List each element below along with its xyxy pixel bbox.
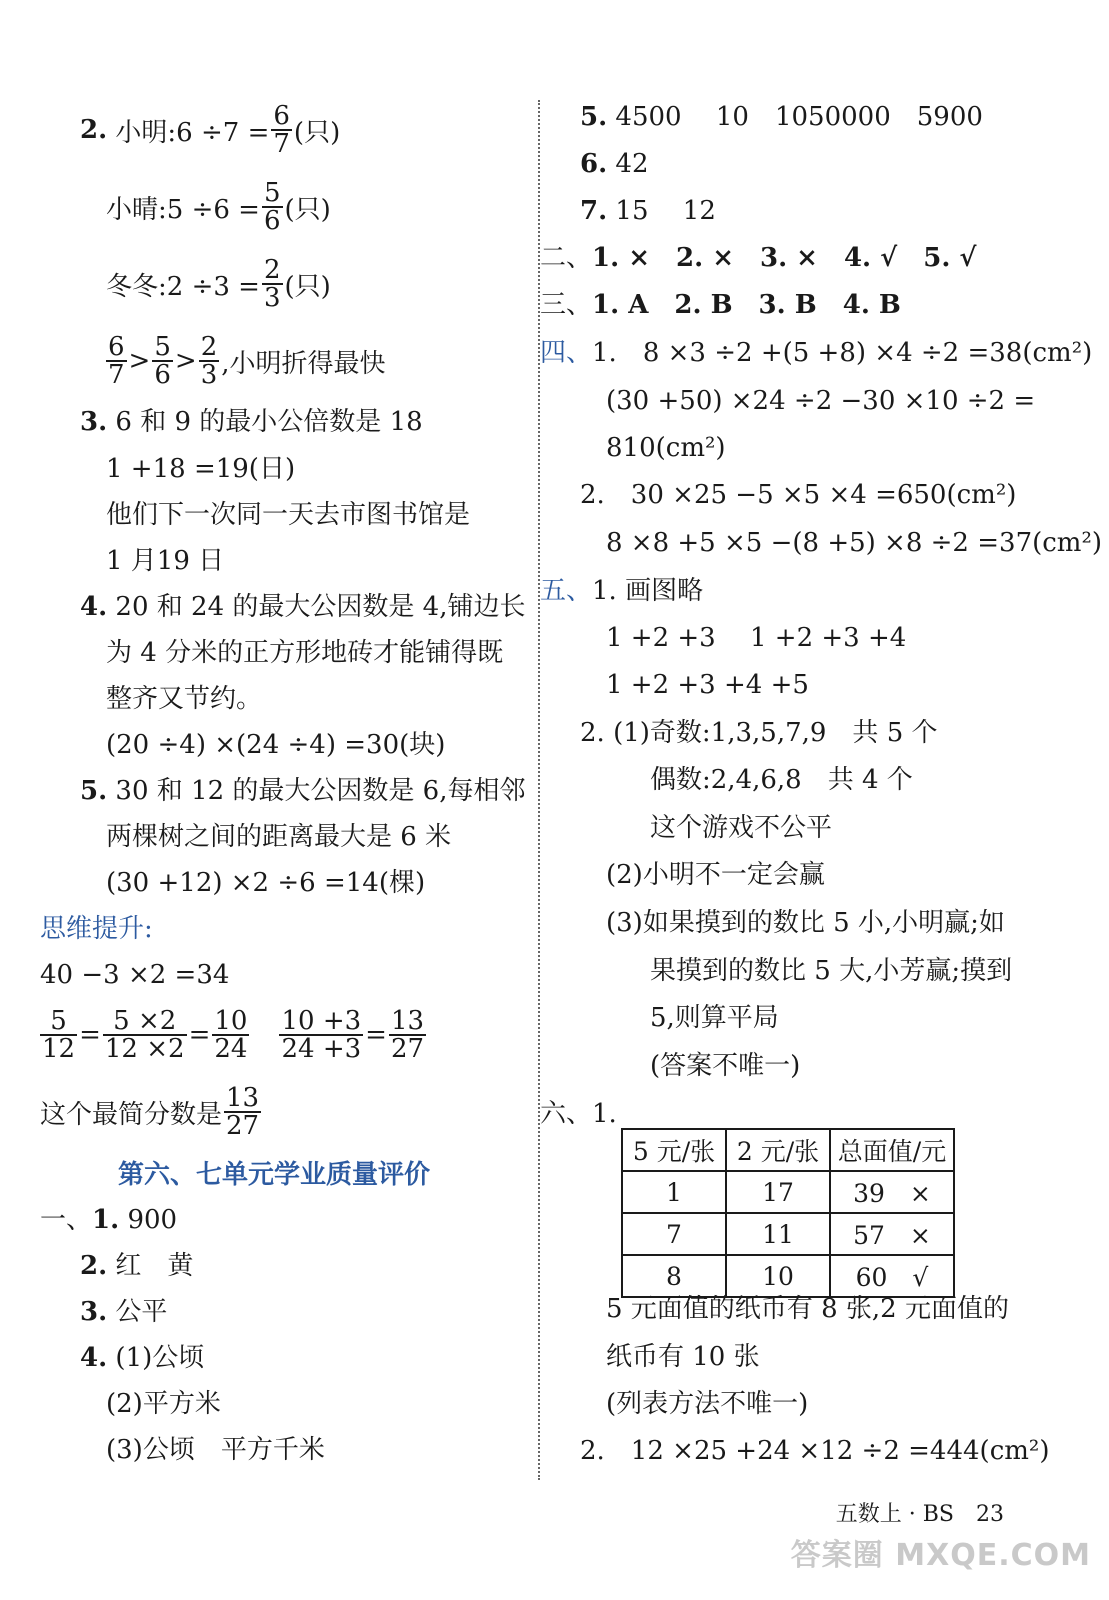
section-title: 第六、七单元学业质量评价	[118, 1160, 431, 1190]
fraction: $\frac{13}{27}$	[226, 1083, 260, 1141]
thinking-title: 思维提升:	[40, 914, 153, 944]
part4-line-5: 8 ×8 +5 ×5 −(8 +5) ×8 ÷2 =37(cm²)	[606, 528, 1103, 558]
part5-line-7: (2)小明不一定会赢	[606, 860, 825, 890]
part5-line-6: 这个游戏不公平	[650, 813, 833, 843]
part4-line-3: 810(cm²)	[606, 433, 726, 463]
part2: 二、1. × 2. × 3. × 4. √ 5. √	[540, 243, 977, 273]
part6-line-3: (列表方法不唯一)	[606, 1389, 809, 1419]
table-cell: 39 ×	[830, 1171, 954, 1213]
watermark-logo: 答案圈 MXQE.COM	[790, 1538, 1091, 1573]
table-cell: 8	[622, 1255, 726, 1297]
right-item-5: 5. 4500 10 1050000 5900	[580, 102, 983, 132]
fraction: $\frac{13}{27}$	[390, 1006, 425, 1064]
part3: 三、1. A 2. B 3. B 4. B	[540, 290, 901, 320]
table-cell: 57 ×	[830, 1213, 954, 1255]
fraction: $\frac{5}{6}$	[263, 178, 281, 236]
q2-line-3: 冬冬:2 ÷3 = $\frac{2}{3}$ (只)	[106, 255, 331, 313]
fraction: $\frac{5 \times 2}{12 \times 2}$	[104, 1006, 185, 1064]
q2-number: 2.	[80, 115, 108, 145]
thinking-equation: $\frac{5}{12}$ = $\frac{5 \times 2}{12 \times 2}$ = $\frac{10}{24}$ $\frac{10 +3}{24 +3}$ = $\frac{13}{27}$	[42, 1006, 425, 1064]
q3-line-3: 他们下一次同一天去市图书馆是	[106, 500, 471, 530]
q2-line-1: 2. 小明:6 ÷7 = $\frac{6}{7}$ (只)	[80, 101, 341, 159]
part5-line-10: 5,则算平局	[650, 1003, 779, 1033]
q3-line-1: 3. 6 和 9 的最小公倍数是 18	[80, 407, 423, 437]
q4-line-4: (20 ÷4) ×(24 ÷4) =30(块)	[106, 730, 446, 760]
fraction: $\frac{10 +3}{24 +3}$	[281, 1006, 362, 1064]
q3-line-2: 1 +18 =19(日)	[106, 454, 296, 484]
part1-sub-1: (2)平方米	[106, 1389, 221, 1419]
part4-line-1: 四、1. 8 ×3 ÷2 +(5 +8) ×4 ÷2 =38(cm²)	[540, 338, 1093, 368]
right-item-7: 7. 15 12	[580, 196, 716, 226]
part6-line-4: 2. 12 ×25 +24 ×12 ÷2 =444(cm²)	[580, 1436, 1050, 1466]
part4-line-4: 2. 30 ×25 −5 ×5 ×4 =650(cm²)	[580, 480, 1017, 510]
table-header-row	[622, 1129, 954, 1171]
part5-line-2: 1 +2 +3 1 +2 +3 +4	[606, 623, 907, 653]
thinking-conclusion: 这个最简分数是 $\frac{13}{27}$	[40, 1083, 260, 1141]
part5-line-11: (答案不唯一)	[650, 1051, 801, 1081]
part5-line-3: 1 +2 +3 +4 +5	[606, 670, 809, 700]
q3-line-4: 1 月19 日	[106, 546, 225, 576]
part6-line-1: 5 元面值的纸币有 8 张,2 元面值的	[606, 1294, 1009, 1324]
table-cell: 10	[726, 1255, 830, 1297]
q2-line-2: 小晴:5 ÷6 = $\frac{5}{6}$ (只)	[106, 178, 331, 236]
table-row	[622, 1255, 954, 1297]
fraction: $\frac{5}{6}$	[154, 332, 171, 390]
table-cell: 17	[726, 1171, 830, 1213]
table-row	[622, 1171, 954, 1213]
q4-line-1: 4. 20 和 24 的最大公因数是 4,铺边长	[80, 592, 526, 622]
part1-item-2: 2. 红 黄	[80, 1251, 194, 1281]
part5-line-8: (3)如果摸到的数比 5 小,小明赢;如	[606, 908, 1005, 938]
answer-table	[621, 1128, 955, 1298]
table-cell: 1	[622, 1171, 726, 1213]
part6-line-2: 纸币有 10 张	[606, 1342, 760, 1372]
thinking-line-1: 40 −3 ×2 =34	[40, 960, 230, 990]
part6-label: 六、1.	[540, 1099, 617, 1129]
q5-line-3: (30 +12) ×2 ÷6 =14(棵)	[106, 868, 426, 898]
part1-sub-2: (3)公顷 平方千米	[106, 1435, 325, 1465]
part5-line-1: 五、1. 画图略	[540, 576, 704, 606]
table-cell: 7	[622, 1213, 726, 1255]
table-row	[622, 1213, 954, 1255]
part1-item-3: 3. 公平	[80, 1297, 168, 1327]
q2-compare: $\frac{6}{7}$ > $\frac{5}{6}$ > $\frac{2}{3}$ ,小明折得最快	[108, 332, 386, 390]
q5-line-2: 两棵树之间的距离最大是 6 米	[106, 822, 452, 852]
q5-line-1: 5. 30 和 12 的最大公因数是 6,每相邻	[80, 776, 526, 806]
part5-line-9: 果摸到的数比 5 大,小芳赢;摸到	[650, 956, 1013, 986]
table-header: 总面值/元	[830, 1129, 954, 1171]
table-cell: 11	[726, 1213, 830, 1255]
part1-item-4: 4. (1)公顷	[80, 1343, 205, 1373]
fraction: $\frac{6}{7}$	[108, 332, 125, 390]
fraction: $\frac{6}{7}$	[273, 101, 290, 159]
part5-line-4: 2. (1)奇数:1,3,5,7,9 共 5 个	[580, 718, 938, 748]
table-header: 5 元/张	[622, 1129, 726, 1171]
page-footer: 五数上 · BS 23	[835, 1502, 1004, 1527]
q4-line-2: 为 4 分米的正方形地砖才能铺得既	[106, 638, 504, 668]
table-cell: 60 √	[830, 1255, 954, 1297]
part4-line-2: (30 +50) ×24 ÷2 −30 ×10 ÷2 =	[606, 386, 1036, 416]
part5-line-5: 偶数:2,4,6,8 共 4 个	[650, 765, 913, 795]
right-item-6: 6. 42	[580, 149, 649, 179]
q4-line-3: 整齐又节约。	[106, 684, 263, 714]
fraction: $\frac{10}{24}$	[214, 1006, 248, 1064]
table-header: 2 元/张	[726, 1129, 830, 1171]
fraction: $\frac{2}{3}$	[263, 255, 281, 313]
fraction: $\frac{5}{12}$	[42, 1006, 76, 1064]
part1-item-1: 一、1. 900	[40, 1205, 178, 1235]
fraction: $\frac{2}{3}$	[200, 332, 218, 390]
